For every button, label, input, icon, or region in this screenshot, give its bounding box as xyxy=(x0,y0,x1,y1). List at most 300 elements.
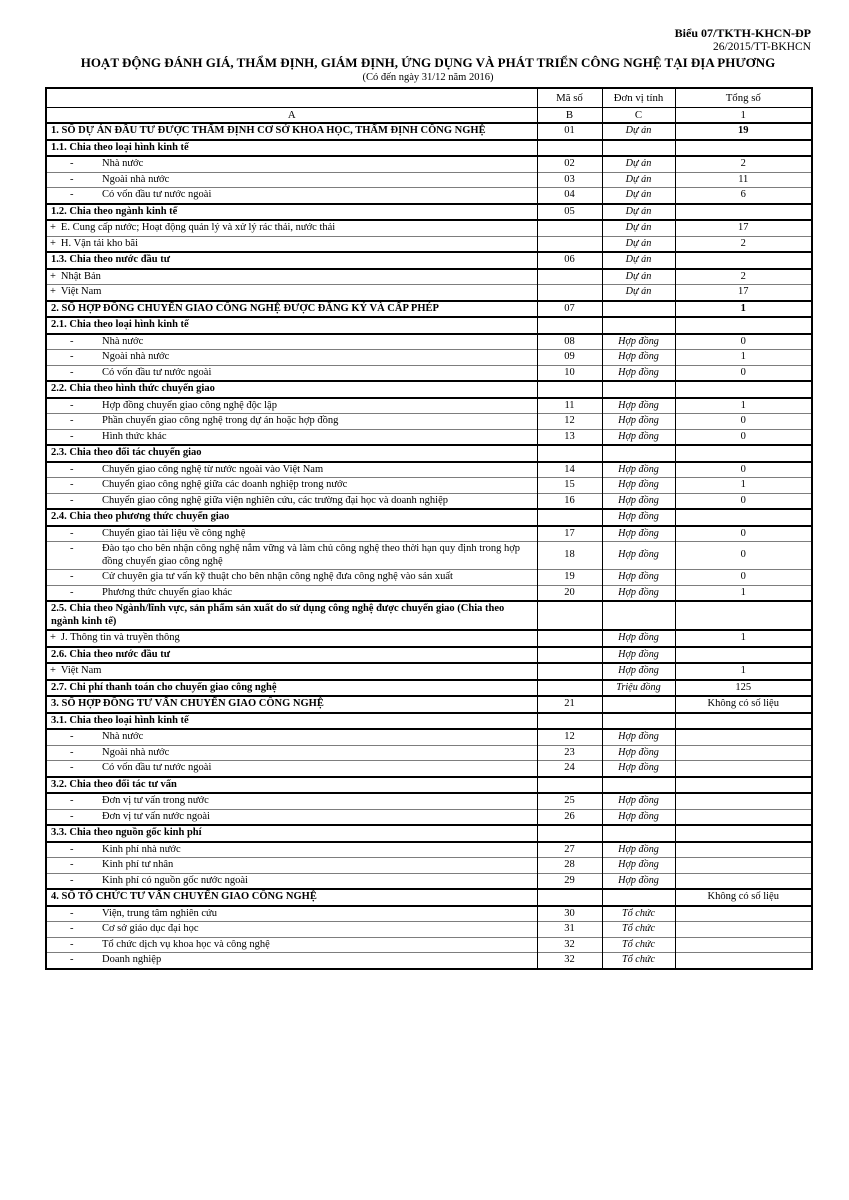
row-code: 27 xyxy=(537,842,602,858)
table-row xyxy=(46,204,812,221)
row-total: 1 xyxy=(675,478,812,494)
col-header-unit: Đơn vị tính xyxy=(602,88,675,107)
row-prefix: - xyxy=(70,189,74,200)
row-code: 01 xyxy=(537,123,602,140)
table-row xyxy=(46,601,812,630)
row-label: Kinh phí tư nhân xyxy=(102,859,174,870)
table-row xyxy=(46,663,812,680)
row-prefix: - xyxy=(70,938,74,950)
row-code xyxy=(537,269,602,285)
row-code: 29 xyxy=(537,873,602,889)
form-code: Biểu 07/TKTH-KHCN-ĐP xyxy=(674,26,811,40)
row-label: Tổ chức dịch vụ khoa học và công nghệ xyxy=(102,938,270,950)
table-row xyxy=(46,922,812,938)
row-prefix: - xyxy=(70,795,74,806)
row-unit: Dự án xyxy=(602,188,675,204)
table-row xyxy=(46,334,812,350)
row-label: 1.1. Chia theo loại hình kinh tế xyxy=(51,141,189,153)
row-prefix: - xyxy=(70,923,74,934)
row-unit: Hợp đồng xyxy=(602,809,675,825)
table-row xyxy=(46,493,812,509)
row-unit xyxy=(602,713,675,730)
row-label: 3. SỐ HỢP ĐỒNG TƯ VẤN CHUYỂN GIAO CÔNG NGHỆ xyxy=(51,698,324,709)
row-indicator-cell xyxy=(46,542,537,570)
row-indicator-cell xyxy=(46,269,537,285)
col-header-indicator xyxy=(46,88,537,107)
row-unit xyxy=(602,601,675,630)
table-row xyxy=(46,889,812,906)
row-prefix: + xyxy=(50,286,56,297)
table-row xyxy=(46,680,812,697)
row-unit: Triệu đồng xyxy=(602,680,675,697)
row-total: 1 xyxy=(675,663,812,680)
row-total: 1 xyxy=(675,301,812,318)
row-indicator-cell xyxy=(46,429,537,445)
row-unit: Hợp đồng xyxy=(602,585,675,601)
row-prefix: - xyxy=(70,463,74,475)
table-row xyxy=(46,445,812,462)
row-unit xyxy=(602,317,675,334)
row-label: 3.3. Chia theo nguồn gốc kinh phí xyxy=(51,827,202,838)
row-code: 23 xyxy=(537,745,602,761)
row-total xyxy=(675,317,812,334)
table-row xyxy=(46,647,812,664)
row-label: Ngoài nhà nước xyxy=(102,351,170,362)
row-code: 02 xyxy=(537,156,602,172)
row-code: 03 xyxy=(537,172,602,188)
table-row xyxy=(46,937,812,953)
row-prefix: - xyxy=(70,351,74,362)
row-label: Có vốn đầu tư nước ngoài xyxy=(102,366,212,378)
row-label: Có vốn đầu tư nước ngoài xyxy=(102,189,212,200)
row-label: H. Vận tải kho bãi xyxy=(60,237,139,249)
row-code: 30 xyxy=(537,906,602,922)
row-label: Nhà nước xyxy=(102,158,144,169)
row-total xyxy=(675,777,812,794)
row-indicator-cell xyxy=(46,630,537,647)
row-code: 12 xyxy=(537,729,602,745)
row-unit: Hợp đồng xyxy=(602,842,675,858)
row-label: Hình thức khác xyxy=(102,430,167,442)
row-code: 11 xyxy=(537,398,602,414)
row-indicator-cell xyxy=(46,729,537,745)
row-total: 0 xyxy=(675,462,812,478)
row-indicator-cell xyxy=(46,858,537,874)
table-row xyxy=(46,269,812,285)
table-row xyxy=(46,429,812,445)
table-row xyxy=(46,317,812,334)
row-unit: Dự án xyxy=(602,236,675,252)
row-code: 17 xyxy=(537,526,602,542)
row-total: 17 xyxy=(675,285,812,301)
row-code: 15 xyxy=(537,478,602,494)
row-unit: Hợp đồng xyxy=(602,858,675,874)
row-indicator-cell xyxy=(46,761,537,777)
row-prefix: - xyxy=(70,494,74,506)
row-indicator-cell xyxy=(46,381,537,398)
row-indicator-cell xyxy=(46,140,537,157)
table-row xyxy=(46,809,812,825)
row-unit xyxy=(602,140,675,157)
row-code xyxy=(537,601,602,630)
row-unit xyxy=(602,889,675,906)
row-label: Phần chuyển giao công nghệ trong dự án hoặc hợp đồng xyxy=(102,415,339,426)
row-indicator-cell xyxy=(46,365,537,381)
row-unit: Dự án xyxy=(602,156,675,172)
row-code: 05 xyxy=(537,204,602,221)
row-label: Nhà nước xyxy=(102,731,144,742)
row-unit: Hợp đồng xyxy=(602,570,675,586)
table-row xyxy=(46,365,812,381)
row-indicator-cell xyxy=(46,172,537,188)
row-total: 1 xyxy=(675,585,812,601)
row-code xyxy=(537,509,602,526)
row-code: 16 xyxy=(537,493,602,509)
row-label: 2.4. Chia theo phương thức chuyển giao xyxy=(51,511,230,522)
table-row xyxy=(46,350,812,366)
row-indicator-cell xyxy=(46,873,537,889)
row-label: Viện, trung tâm nghiên cứu xyxy=(102,907,217,919)
row-unit: Hợp đồng xyxy=(602,630,675,647)
row-total: 0 xyxy=(675,570,812,586)
row-total: 2 xyxy=(675,269,812,285)
table-row xyxy=(46,301,812,318)
row-total xyxy=(675,793,812,809)
row-indicator-cell xyxy=(46,445,537,462)
row-indicator-cell xyxy=(46,696,537,713)
row-code xyxy=(537,825,602,842)
row-unit: Hợp đồng xyxy=(602,542,675,570)
row-code xyxy=(537,680,602,697)
row-total: 125 xyxy=(675,680,812,697)
table-row xyxy=(46,630,812,647)
row-unit: Hợp đồng xyxy=(602,429,675,445)
row-code: 08 xyxy=(537,334,602,350)
row-code xyxy=(537,630,602,647)
row-unit: Hợp đồng xyxy=(602,398,675,414)
row-unit: Hợp đồng xyxy=(602,493,675,509)
circular-number: 26/2015/TT-BKHCN xyxy=(713,41,811,53)
row-code: 20 xyxy=(537,585,602,601)
row-code xyxy=(537,220,602,236)
row-prefix: - xyxy=(70,571,74,582)
table-row xyxy=(46,729,812,745)
row-total xyxy=(675,906,812,922)
row-unit: Hợp đồng xyxy=(602,663,675,680)
row-total: 1 xyxy=(675,630,812,647)
row-unit: Dự án xyxy=(602,172,675,188)
row-indicator-cell xyxy=(46,509,537,526)
row-label: Kinh phí có nguồn gốc nước ngoài xyxy=(102,874,248,886)
row-label: Cử chuyên gia tư vấn kỹ thuật cho bên nhận công nghệ đưa công nghệ vào sản xuất xyxy=(102,571,453,582)
row-total: Không có số liệu xyxy=(675,889,812,906)
row-label: Ngoài nhà nước xyxy=(102,173,170,185)
table-row xyxy=(46,526,812,542)
table-row xyxy=(46,761,812,777)
row-total: Không có số liệu xyxy=(675,696,812,713)
table-row xyxy=(46,398,812,414)
row-label: 2.1. Chia theo loại hình kinh tế xyxy=(51,319,189,330)
row-prefix: - xyxy=(70,479,74,490)
row-prefix: - xyxy=(70,430,74,442)
row-indicator-cell xyxy=(46,745,537,761)
row-code xyxy=(537,647,602,664)
row-total xyxy=(675,825,812,842)
page-subtitle: (Có đến ngày 31/12 năm 2016) xyxy=(362,72,494,83)
row-indicator-cell xyxy=(46,809,537,825)
row-label: 2.2. Chia theo hình thức chuyển giao xyxy=(51,383,215,394)
row-total xyxy=(675,601,812,630)
table-row xyxy=(46,793,812,809)
row-label: 1.3. Chia theo nước đầu tư xyxy=(51,254,171,265)
row-total: 17 xyxy=(675,220,812,236)
row-indicator-cell xyxy=(46,526,537,542)
table-header-row xyxy=(46,88,812,107)
table-row xyxy=(46,585,812,601)
row-prefix: - xyxy=(70,399,74,411)
row-unit: Dự án xyxy=(602,204,675,221)
row-code xyxy=(537,381,602,398)
row-total xyxy=(675,445,812,462)
row-code xyxy=(537,889,602,906)
row-total: 2 xyxy=(675,156,812,172)
row-unit: Hợp đồng xyxy=(602,462,675,478)
row-prefix: + xyxy=(50,270,56,282)
row-prefix: - xyxy=(70,810,74,822)
row-unit: Tổ chức xyxy=(602,937,675,953)
row-total xyxy=(675,509,812,526)
col-header-code: Mã số xyxy=(537,88,602,107)
row-code xyxy=(537,285,602,301)
table-row xyxy=(46,140,812,157)
table-row xyxy=(46,873,812,889)
row-indicator-cell xyxy=(46,252,537,269)
row-code: 10 xyxy=(537,365,602,381)
row-total xyxy=(675,647,812,664)
row-code: 32 xyxy=(537,937,602,953)
row-unit: Hợp đồng xyxy=(602,729,675,745)
row-prefix: - xyxy=(70,335,74,347)
row-prefix: - xyxy=(70,158,74,169)
row-code: 31 xyxy=(537,922,602,938)
row-unit xyxy=(602,696,675,713)
row-indicator-cell xyxy=(46,570,537,586)
row-code: 09 xyxy=(537,350,602,366)
row-indicator-cell xyxy=(46,493,537,509)
row-unit xyxy=(602,777,675,794)
row-total xyxy=(675,204,812,221)
row-total xyxy=(675,858,812,874)
row-unit: Tổ chức xyxy=(602,922,675,938)
row-total xyxy=(675,809,812,825)
row-indicator-cell xyxy=(46,825,537,842)
row-indicator-cell xyxy=(46,713,537,730)
row-indicator-cell xyxy=(46,204,537,221)
row-total xyxy=(675,381,812,398)
row-prefix: - xyxy=(70,586,74,598)
row-indicator-cell xyxy=(46,906,537,922)
row-unit: Hợp đồng xyxy=(602,478,675,494)
table-row xyxy=(46,285,812,301)
row-prefix: - xyxy=(70,954,74,965)
table-key-row xyxy=(46,107,812,123)
table-row xyxy=(46,570,812,586)
row-code: 25 xyxy=(537,793,602,809)
row-total: 19 xyxy=(675,123,812,140)
row-indicator-cell xyxy=(46,793,537,809)
row-unit: Dự án xyxy=(602,285,675,301)
row-indicator-cell xyxy=(46,937,537,953)
row-total xyxy=(675,729,812,745)
table-row xyxy=(46,478,812,494)
row-code: 24 xyxy=(537,761,602,777)
row-unit: Hợp đồng xyxy=(602,414,675,430)
row-prefix: - xyxy=(70,527,74,539)
table-row xyxy=(46,188,812,204)
table-row xyxy=(46,842,812,858)
row-code xyxy=(537,777,602,794)
row-label: 3.2. Chia theo đối tác tư vấn xyxy=(51,778,177,790)
row-total xyxy=(675,745,812,761)
row-label: Doanh nghiệp xyxy=(102,954,162,965)
row-indicator-cell xyxy=(46,585,537,601)
row-prefix: + xyxy=(50,665,56,676)
row-indicator-cell xyxy=(46,478,537,494)
row-total xyxy=(675,937,812,953)
row-total: 2 xyxy=(675,236,812,252)
table-row xyxy=(46,236,812,252)
row-code: 21 xyxy=(537,696,602,713)
row-total xyxy=(675,873,812,889)
table-row xyxy=(46,906,812,922)
row-indicator-cell xyxy=(46,220,537,236)
table-row xyxy=(46,953,812,969)
row-code xyxy=(537,713,602,730)
page-header xyxy=(45,26,811,84)
row-unit: Tổ chức xyxy=(602,906,675,922)
row-indicator-cell xyxy=(46,123,537,140)
row-label: Nhà nước xyxy=(102,335,144,347)
row-indicator-cell xyxy=(46,188,537,204)
row-label: 4. SỐ TỔ CHỨC TƯ VẤN CHUYỂN GIAO CÔNG NGHỆ xyxy=(51,891,317,902)
row-label: Hợp đồng chuyển giao công nghệ độc lập xyxy=(102,399,277,411)
row-indicator-cell xyxy=(46,301,537,318)
row-total xyxy=(675,713,812,730)
row-prefix: - xyxy=(70,843,74,855)
row-indicator-cell xyxy=(46,647,537,664)
table-row xyxy=(46,462,812,478)
row-code xyxy=(537,236,602,252)
row-unit xyxy=(602,445,675,462)
row-label: Có vốn đầu tư nước ngoài xyxy=(102,762,212,773)
table-row xyxy=(46,156,812,172)
col-header-total: Tổng số xyxy=(675,88,812,107)
row-indicator-cell xyxy=(46,334,537,350)
row-total: 1 xyxy=(675,398,812,414)
row-label: 1.2. Chia theo ngành kinh tế xyxy=(51,205,178,217)
row-indicator-cell xyxy=(46,350,537,366)
row-total: 0 xyxy=(675,493,812,509)
row-unit: Hợp đồng xyxy=(602,526,675,542)
row-indicator-cell xyxy=(46,842,537,858)
row-label: 2.3. Chia theo đối tác chuyển giao xyxy=(51,447,202,458)
col-key-code: B xyxy=(537,107,602,123)
row-prefix: - xyxy=(70,415,74,426)
row-label: 2. SỐ HỢP ĐỒNG CHUYỂN GIAO CÔNG NGHỆ ĐƯỢC ĐĂNG KÝ VÀ CẤP PHÉP xyxy=(51,302,439,314)
row-code xyxy=(537,445,602,462)
table-row xyxy=(46,858,812,874)
row-label: Đơn vị tư vấn nước ngoài xyxy=(102,810,210,822)
row-total: 6 xyxy=(675,188,812,204)
table-row xyxy=(46,252,812,269)
row-unit: Dự án xyxy=(602,252,675,269)
row-label: Chuyển giao công nghệ giữa viện nghiên cứu, các trường đại học và doanh nghiệp xyxy=(102,494,448,506)
row-label: Cơ sở giáo dục đại học xyxy=(102,923,199,934)
row-code xyxy=(537,317,602,334)
row-prefix: - xyxy=(70,762,74,773)
row-total: 0 xyxy=(675,414,812,430)
table-row xyxy=(46,713,812,730)
row-total: 0 xyxy=(675,365,812,381)
row-code: 14 xyxy=(537,462,602,478)
row-unit: Hợp đồng xyxy=(602,509,675,526)
row-unit: Tổ chức xyxy=(602,953,675,969)
row-unit xyxy=(602,825,675,842)
row-prefix: + xyxy=(50,237,56,249)
row-unit: Hợp đồng xyxy=(602,761,675,777)
row-indicator-cell xyxy=(46,156,537,172)
row-label: 2.5. Chia theo Ngành/lĩnh vực, sản phẩm sản xuất do sử dụng công nghệ được chuyển giao (Chia theo ngành kinh tế) xyxy=(51,603,505,627)
row-label: Chuyển giao công nghệ giữa các doanh nghiệp trong nước xyxy=(102,479,348,490)
row-code: 13 xyxy=(537,429,602,445)
row-unit: Hợp đồng xyxy=(602,647,675,664)
row-indicator-cell xyxy=(46,953,537,969)
row-unit: Hợp đồng xyxy=(602,745,675,761)
row-label: Nhật Bản xyxy=(60,270,101,282)
row-total xyxy=(675,252,812,269)
row-unit: Dự án xyxy=(602,269,675,285)
row-total xyxy=(675,842,812,858)
row-prefix: - xyxy=(70,874,74,886)
row-unit xyxy=(602,381,675,398)
row-indicator-cell xyxy=(46,777,537,794)
table-row xyxy=(46,745,812,761)
row-total: 0 xyxy=(675,542,812,570)
row-indicator-cell xyxy=(46,462,537,478)
table-row xyxy=(46,381,812,398)
row-indicator-cell xyxy=(46,285,537,301)
row-prefix: - xyxy=(70,366,74,378)
table-body xyxy=(46,123,812,969)
row-unit: Hợp đồng xyxy=(602,334,675,350)
statistics-table xyxy=(45,87,813,970)
row-prefix: - xyxy=(70,543,74,554)
row-unit: Hợp đồng xyxy=(602,873,675,889)
row-unit: Dự án xyxy=(602,123,675,140)
row-prefix: + xyxy=(50,222,56,233)
row-indicator-cell xyxy=(46,414,537,430)
table-row xyxy=(46,542,812,570)
table-row xyxy=(46,414,812,430)
row-unit: Hợp đồng xyxy=(602,365,675,381)
row-total: 0 xyxy=(675,429,812,445)
row-code: 19 xyxy=(537,570,602,586)
row-prefix: - xyxy=(70,731,74,742)
row-indicator-cell xyxy=(46,317,537,334)
row-indicator-cell xyxy=(46,398,537,414)
row-indicator-cell xyxy=(46,236,537,252)
row-indicator-cell xyxy=(46,663,537,680)
